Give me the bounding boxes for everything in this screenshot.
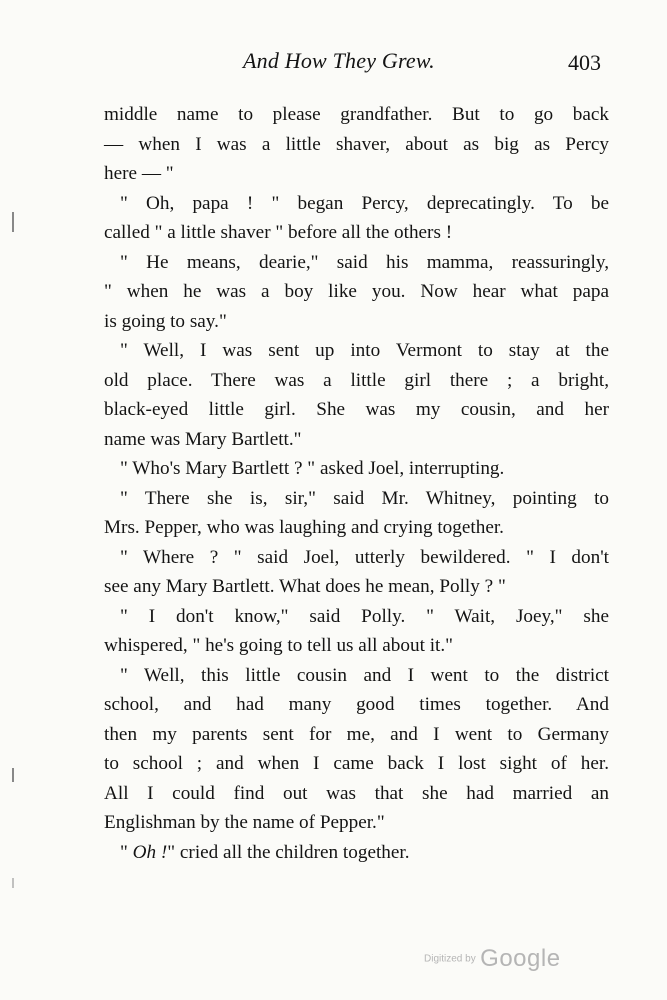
margin-scan-mark	[12, 878, 14, 888]
text-line: Mrs. Pepper, who was laughing and crying together.	[104, 517, 504, 538]
text-line: " I don't know," said Polly. " Wait, Joey," she	[120, 605, 609, 627]
text-line: called " a little shaver " before all the others !	[104, 222, 453, 243]
text-line: " Oh, papa ! " began Percy, deprecatingly. To be	[120, 192, 609, 214]
margin-scan-mark	[12, 212, 14, 232]
text-line: then my parents sent for me, and I went to Germany	[104, 723, 609, 745]
text-line: " He means, dearie," said his mamma, reassuringly,	[120, 251, 609, 273]
text-line: is going to say."	[104, 310, 227, 332]
watermark-small-text: Digitized by	[424, 953, 476, 965]
italic-exclamation: Oh !	[132, 841, 168, 863]
text-line: whispered, " he's going to tell us all about it."	[104, 635, 453, 656]
running-title: And How They Grew.	[243, 48, 435, 73]
line-rest: " cried all the children together.	[167, 841, 410, 863]
digitized-watermark	[424, 945, 561, 973]
text-line: " Well, this little cousin and I went to the district	[120, 664, 609, 686]
text-line: " There she is, sir," said Mr. Whitney, pointing to	[120, 487, 609, 509]
page-number: 403	[568, 50, 601, 75]
text-line: school, and had many good times together. And	[104, 694, 609, 715]
text-line: here — "	[104, 163, 174, 184]
text-line: to school ; and when I came back I lost sight of her.	[104, 753, 609, 774]
body-text	[104, 100, 609, 867]
text-line: old place. There was a little girl there ; a bright,	[104, 369, 609, 391]
text-line: All I could find out was that she had married an	[104, 782, 609, 804]
text-line: " Who's Mary Bartlett ? " asked Joel, interrupting.	[120, 458, 505, 479]
text-line: see any Mary Bartlett. What does he mean, Polly ? "	[104, 576, 506, 597]
text-line: middle name to please grandfather. But to go back	[104, 104, 609, 125]
running-head	[0, 48, 667, 78]
text-line: " when he was a boy like you. Now hear what papa	[104, 281, 609, 302]
google-logo-text: Google	[480, 945, 561, 972]
margin-scan-mark	[12, 768, 14, 782]
text-line: — when I was a little shaver, about as big as Percy	[104, 133, 609, 155]
open-quote: "	[120, 841, 133, 863]
final-text-line	[104, 838, 609, 868]
text-line: Englishman by the name of Pepper."	[104, 812, 385, 833]
text-line: " Where ? " said Joel, utterly bewildered. " I don't	[120, 546, 609, 568]
text-line: " Well, I was sent up into Vermont to stay at the	[120, 340, 609, 361]
text-line: black-eyed little girl. She was my cousin, and her	[104, 399, 609, 420]
text-line: name was Mary Bartlett."	[104, 428, 302, 450]
